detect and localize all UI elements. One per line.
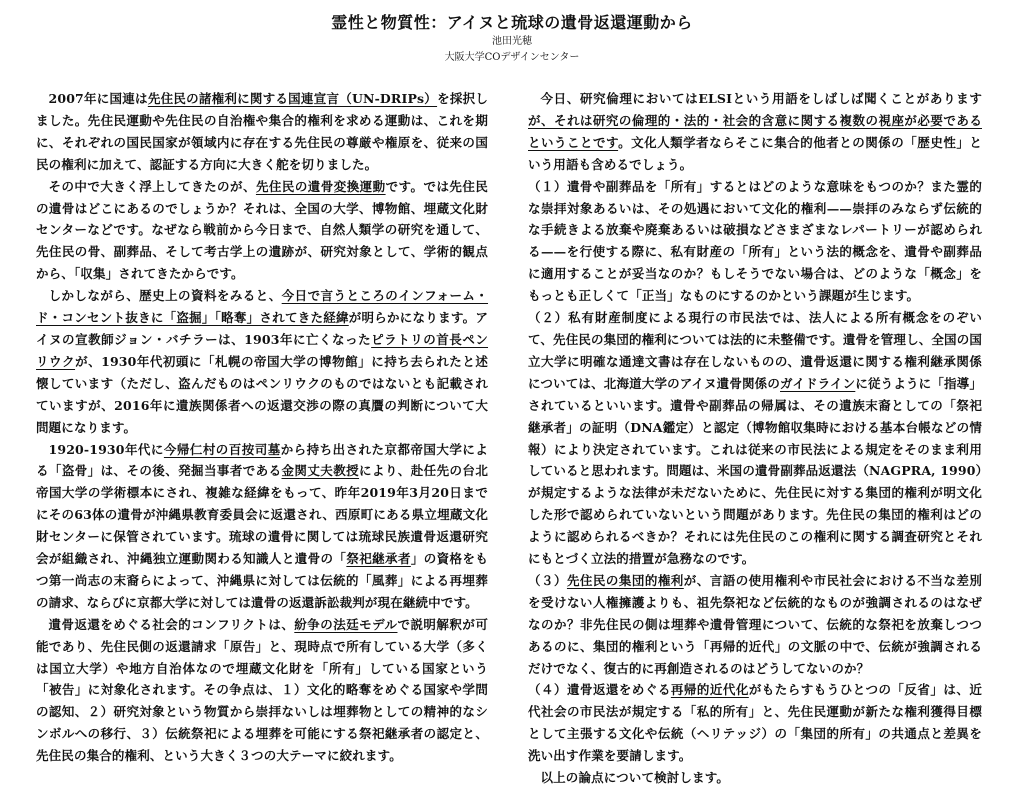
underlined-phrase: 今帰仁村の百按司墓	[163, 441, 281, 457]
text-segment: 1920-1930年代に	[48, 441, 164, 457]
text-segment: 以上の論点について検討します。	[540, 770, 730, 786]
author-affiliation: 大阪大学COデザインセンター	[444, 52, 580, 63]
text-segment: 遺骨返還をめぐる社会的コンフリクトは、	[48, 616, 295, 632]
underlined-phrase: 今日で言うところのインフォーム・ド・コンセント抜きに「盗掘」「略奪」されてきた経緯	[36, 288, 489, 326]
right-column	[528, 88, 982, 789]
paragraph	[528, 767, 982, 789]
text-segment: 2007年に国連は	[48, 91, 148, 106]
underlined-phrase: 先住民の諸権利に関する国連宣言（UN-DRIPs）	[147, 91, 438, 106]
paragraph	[528, 88, 982, 176]
paragraph	[36, 614, 488, 767]
text-segment: が明らかになります。アイヌの宣教師ジョン・バチラーは、1903年に亡くなった	[36, 310, 488, 347]
page-title: 霊性と物質性：アイヌと琉球の遺骨返還運動から	[331, 13, 693, 32]
author-name: 池田光穂	[492, 36, 532, 47]
underlined-phrase: 祭祀継承者	[346, 551, 411, 567]
underlined-phrase: 先住民の遺骨変換運動	[255, 178, 386, 194]
left-column	[36, 88, 488, 767]
underlined-phrase: 紛争の法廷モデル	[294, 616, 398, 632]
text-segment: で説明解釈が可能であり、先住民側の返還請求「原告」と、現時点で所有している大学（多くは国立大学）や地方自治体なので埋蔵文化財を「所有」している国家という「被告」に対象化されます。その争点は、１）文化的略奪をめぐる国家や学問の認知、２）研究対象という物質から崇拝ないしは埋葬物としての精神的なシンボルへの移行、３）伝統祭祀による埋葬を可能にする祭祀継承者の認定と、先住民の集合的権利、という大きく３つの大テーマに絞れます。	[36, 616, 488, 764]
paragraph	[528, 679, 982, 767]
text-segment: しかしながら、歴史上の資料をみると、	[48, 288, 282, 304]
underlined-phrase: 先住民の集団的権利	[566, 572, 684, 588]
text-segment: 。文化人類学者ならそこに集合的他者との関係の「歴史性」という用語も含めるでしょう。	[528, 134, 982, 172]
text-segment: 」の資格をもつ第一尚志の末裔らによって、沖縄県に対しては伝統的「風葬」による再埋葬の請求、ならびに京都大学に対しては遺骨の返還訴訟裁判が現在継続中です。	[36, 551, 488, 610]
paragraph	[36, 439, 488, 614]
text-segment: （４）遺骨返還をめぐる	[528, 682, 671, 698]
paragraph	[36, 285, 488, 438]
text-segment: です。では先住民の遺骨はどこにあるのでしょうか？それは、全国の大学、博物館、埋蔵文化財センターなどです。なぜなら戦前から今日まで、自然人類学の研究を通して、先住民の骨、副葬品、そして考古学上の遺跡が、研究対象として、学術的観点から、「収集」されてきたからです。	[36, 178, 488, 282]
underlined-phrase: ピラトリの首長ペンリウク	[36, 331, 489, 369]
paragraph	[528, 570, 982, 680]
text-segment: がもたらすもうひとつの「反省」は、近代社会の市民法が規定する「私的所有」と、先住民運動が新たな権利獲得目標として主張する文化や伝統（ヘリテッジ）の「集団的所有」の共通点と差異を洗い出す作業を要請します。	[528, 682, 983, 764]
underlined-phrase: ガイドライン	[780, 375, 856, 391]
text-segment: が、言語の使用権利や市民社会における不当な差別を受けない人権擁護よりも、祖先祭祀など伝統的なものが強調されるのはなぜなのか？非先住民の側は埋葬や遺骨管理について、伝統的な祭祀を放棄しつつあるのに、集団的権利という「再帰的近代」の文脈の中で、伝統が強調されるだけでなく、復古的に再創造されるのはどうしてないのか？	[528, 572, 983, 676]
paragraph	[36, 176, 488, 286]
text-segment: に従うように「指導」されているといいます。遺骨や副葬品の帰属は、その遺族末裔としての「祭祀継承者」の証明（DNA鑑定）と認定（博物館収集時における基本台帳などの情報）により決定されています。これは従来の市民法による規定をそのまま利用していると思われます。問題は、米国の遺骨副葬品返還法（NAGPRA, 1990）が規定するような法律が未だないために、先住民に対する集団的権利が明文化した形で認められていないという問題があります。先住民の集団的権利はどのように認められるべきか？それには先住民のこの権利に関する調査研究とそれにもとづく立法的措置が急務なのです。	[528, 375, 982, 567]
text-segment: から持ち出された京都帝国大学による「盗骨」は、その後、発掘当事者である	[36, 441, 488, 479]
underlined-phrase: が、それは研究の倫理的・法的・社会的含意に関する複数の視座が必要であるということです	[528, 112, 982, 150]
text-segment: （１）遺骨や副葬品を「所有」するとはどのような意味をもつのか？また霊的な崇拝対象あるいは、その処遇において文化的権利——崇拝のみならず伝統的な手続きよる放棄や廃棄あるいは破損などさまざまなレパートリーが認められる——を行使する際に、私有財産の「所有」という法的概念を、遺骨や副葬品に適用することが妥当なのか？もしそうでない場合は、どのような「概念」をもっとも正しくて「正当」なものにするのかという課題が生じます。	[528, 178, 982, 304]
text-segment: が、1930年代初頭に「札幌の帝国大学の博物館」に持ち去られたと述懐しています（ただし、盗んだものはペンリウクのものではないとも記載されていますが、2016年に遺族関係者への返還交渉の際の真贋の判断について大問題になります。	[36, 353, 488, 435]
underlined-phrase: 再帰的近代化	[670, 682, 749, 698]
text-segment: （３）	[528, 572, 567, 588]
paragraph	[528, 176, 982, 307]
text-segment: 今日、研究倫理においてはELSIという用語をしばしば聞くことがあります	[540, 91, 982, 106]
underlined-phrase: 金関丈夫教授	[281, 463, 360, 479]
text-segment: （２）私有財産制度による現行の市民法では、法人による所有概念をのぞいて、先住民の集団的権利については法的に未整備です。遺骨を管理し、全国の国立大学に明確な通達文書は存在しないものの、遺骨返還に関する権利継承関係については、北海道大学のアイヌ遺骨関係の	[528, 310, 982, 391]
text-segment: を採択しました。先住民運動や先住民の自治権や集合的権利を求める運動は、これを期に、それぞれの国民国家が領域内に存在する先住民の尊厳や権原を、従来の国民の権利に加えて、認証する方向に大きく舵を切りました。	[36, 91, 489, 172]
paragraph	[528, 307, 982, 570]
paragraph	[36, 88, 488, 176]
text-segment: その中で大きく浮上してきたのが、	[48, 178, 256, 194]
text-segment: により、赴任先の台北帝国大学の学術標本にされ、複雑な経緯をもって、昨年2019年3月20日までにその63体の遺骨が沖縄県教育委員会に返還され、西原町にある県立埋蔵文化財センターに保管されています。琉球の遺骨に関しては琉球民族遺骨返還研究会が組織され、沖縄独立運動関わる知識人と遺骨の「	[36, 463, 488, 567]
